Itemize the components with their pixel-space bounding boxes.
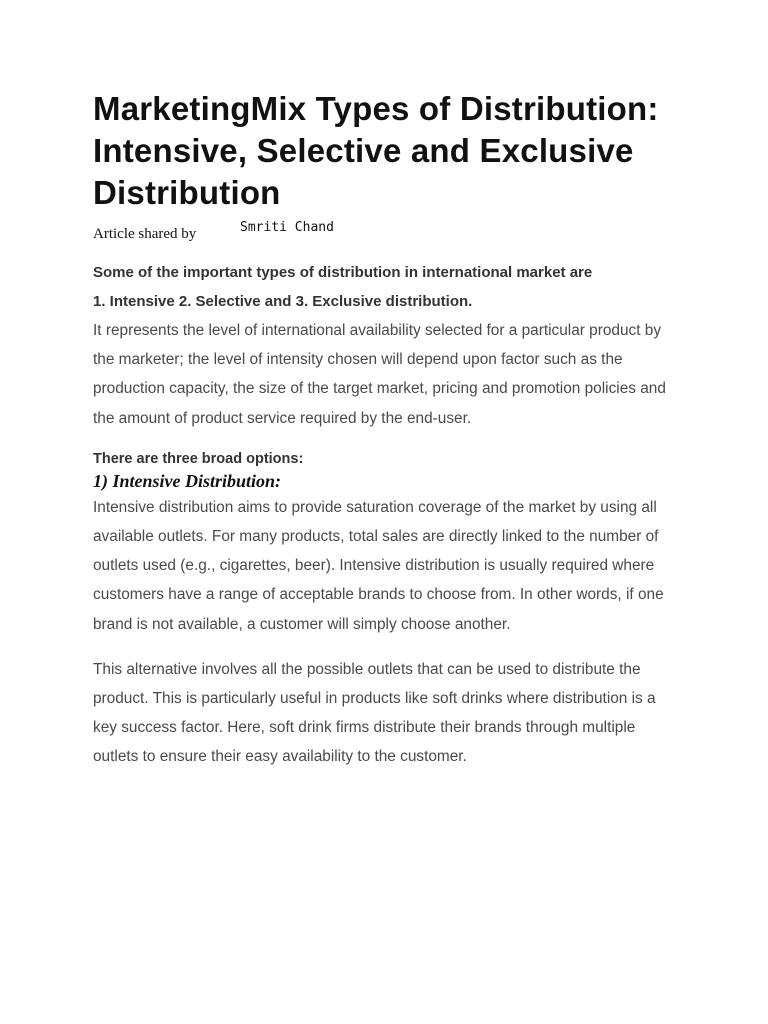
overview-paragraph: It represents the level of international availability selected for a particular product by the marketer; the level of intensity chosen will depend upon factor such as the production capacity, the size of the target market, pricing and promotion policies and the amount of product service required by the end-user. <box>93 322 666 427</box>
byline <box>93 220 683 250</box>
article-page <box>93 88 683 772</box>
byline-label: Article shared by <box>93 226 197 242</box>
section-heading-intensive: 1) Intensive Distribution: <box>93 470 282 491</box>
intensive-paragraph-2: This alternative involves all the possible outlets that can be used to distribute the product. This is particularly useful in products like soft drinks where distribution is a key success factor. Here, soft drink firms distribute their brands through multiple outlets to ensure their easy availability to the customer. <box>93 660 656 766</box>
article-title: MarketingMix Types of Distribution: Intensive, Selective and Exclusive Distribution <box>93 90 659 211</box>
options-heading: There are three broad options: <box>93 450 304 467</box>
intro-line-1: Some of the important types of distribution in international market are <box>93 264 593 281</box>
intro-line-2: 1. Intensive 2. Selective and 3. Exclusive distribution. <box>93 293 473 310</box>
intensive-paragraph-1: Intensive distribution aims to provide saturation coverage of the market by using all available outlets. For many products, total sales are directly linked to the number of outlets used (e.g., cigarettes, beer). Intensive distribution is usually required where customers have a range of acceptable brands to choose from. In other words, if one brand is not available, a customer will simply choose another. <box>93 498 664 633</box>
byline-author: Smriti Chand <box>240 220 334 235</box>
intro-summary <box>93 258 683 316</box>
